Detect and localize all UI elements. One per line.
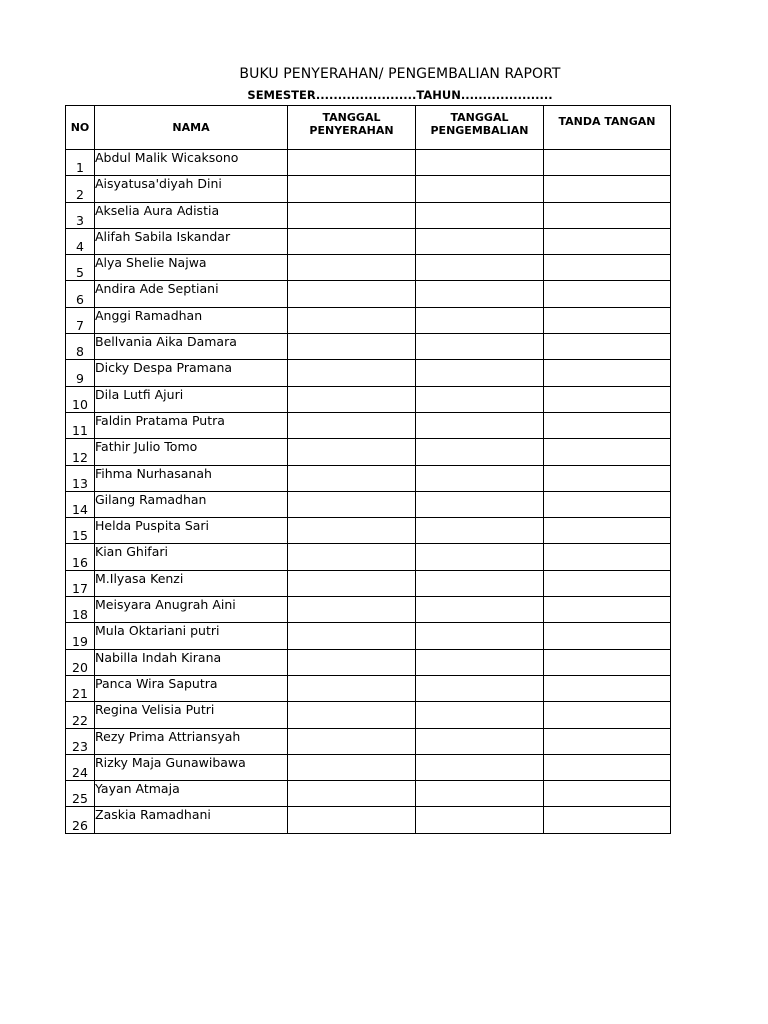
tanda-tangan-cell[interactable] — [544, 544, 671, 570]
row-number: 4 — [66, 228, 95, 254]
row-number: 12 — [66, 439, 95, 465]
tanggal-pengembalian-cell[interactable] — [416, 544, 544, 570]
row-number: 24 — [66, 754, 95, 780]
tanggal-pengembalian-cell[interactable] — [416, 465, 544, 491]
student-name: Alya Shelie Najwa — [95, 255, 288, 281]
row-number: 5 — [66, 255, 95, 281]
student-name: Helda Puspita Sari — [95, 518, 288, 544]
row-number: 7 — [66, 307, 95, 333]
tanggal-pengembalian-cell[interactable] — [416, 307, 544, 333]
table-row — [66, 281, 671, 307]
tanggal-pengembalian-cell[interactable] — [416, 807, 544, 833]
tanggal-pengembalian-cell[interactable] — [416, 623, 544, 649]
row-number: 17 — [66, 570, 95, 596]
table-row — [66, 334, 671, 360]
tanggal-penyerahan-cell[interactable] — [288, 570, 416, 596]
student-name: Fihma Nurhasanah — [95, 465, 288, 491]
row-number: 14 — [66, 491, 95, 517]
row-number: 9 — [66, 360, 95, 386]
tanggal-pengembalian-cell[interactable] — [416, 281, 544, 307]
tanda-tangan-cell[interactable] — [544, 334, 671, 360]
row-number: 1 — [66, 150, 95, 176]
tanggal-penyerahan-cell[interactable] — [288, 754, 416, 780]
student-name: Panca Wira Saputra — [95, 675, 288, 701]
tanggal-penyerahan-cell[interactable] — [288, 675, 416, 701]
table-row — [66, 570, 671, 596]
tanggal-pengembalian-cell[interactable] — [416, 728, 544, 754]
table-body — [66, 150, 671, 834]
tanda-tangan-cell[interactable] — [544, 439, 671, 465]
row-number: 23 — [66, 728, 95, 754]
tanda-tangan-cell[interactable] — [544, 675, 671, 701]
tanggal-penyerahan-cell[interactable] — [288, 491, 416, 517]
tanggal-penyerahan-cell[interactable] — [288, 544, 416, 570]
tanda-tangan-cell[interactable] — [544, 465, 671, 491]
header-tanggal-pengembalian — [416, 106, 544, 150]
table-row — [66, 386, 671, 412]
table-header-row — [66, 106, 671, 150]
student-name: Regina Velisia Putri — [95, 702, 288, 728]
tanggal-penyerahan-cell[interactable] — [288, 702, 416, 728]
student-name: Gilang Ramadhan — [95, 491, 288, 517]
tanggal-penyerahan-cell[interactable] — [288, 334, 416, 360]
tanggal-penyerahan-cell[interactable] — [288, 150, 416, 176]
header-tanggal-penyerahan-line2: PENYERAHAN — [309, 124, 394, 137]
header-tanggal-penyerahan-line1: TANGGAL — [322, 111, 381, 124]
tanggal-penyerahan-cell[interactable] — [288, 781, 416, 807]
student-name: Aisyatusa'diyah Dini — [95, 176, 288, 202]
tanggal-penyerahan-cell[interactable] — [288, 281, 416, 307]
tanggal-penyerahan-cell[interactable] — [288, 412, 416, 438]
tanggal-penyerahan-cell[interactable] — [288, 439, 416, 465]
header-tanggal-penyerahan — [288, 106, 416, 150]
table-row — [66, 307, 671, 333]
tanda-tangan-cell[interactable] — [544, 702, 671, 728]
header-nama: NAMA — [95, 106, 288, 150]
tanda-tangan-cell[interactable] — [544, 491, 671, 517]
row-number: 26 — [66, 807, 95, 833]
student-name: Yayan Atmaja — [95, 781, 288, 807]
document-subtitle: SEMESTER.......................TAHUN..................... — [247, 88, 553, 102]
table-row — [66, 360, 671, 386]
tanggal-pengembalian-cell[interactable] — [416, 781, 544, 807]
tanda-tangan-cell[interactable] — [544, 386, 671, 412]
table-row — [66, 597, 671, 623]
tanda-tangan-cell[interactable] — [544, 570, 671, 596]
tanda-tangan-cell[interactable] — [544, 307, 671, 333]
tanggal-penyerahan-cell[interactable] — [288, 807, 416, 833]
tanda-tangan-cell[interactable] — [544, 623, 671, 649]
tanda-tangan-cell[interactable] — [544, 649, 671, 675]
tanggal-pengembalian-cell[interactable] — [416, 491, 544, 517]
tanggal-pengembalian-cell[interactable] — [416, 150, 544, 176]
tanggal-pengembalian-cell[interactable] — [416, 649, 544, 675]
student-name: Dicky Despa Pramana — [95, 360, 288, 386]
tanggal-penyerahan-cell[interactable] — [288, 202, 416, 228]
student-name: Kian Ghifari — [95, 544, 288, 570]
tanda-tangan-cell[interactable] — [544, 255, 671, 281]
row-number: 15 — [66, 518, 95, 544]
row-number: 6 — [66, 281, 95, 307]
tanggal-pengembalian-cell[interactable] — [416, 439, 544, 465]
tanda-tangan-cell[interactable] — [544, 150, 671, 176]
table-row — [66, 518, 671, 544]
tanggal-penyerahan-cell[interactable] — [288, 386, 416, 412]
table-row — [66, 728, 671, 754]
tanda-tangan-cell[interactable] — [544, 412, 671, 438]
document-title: BUKU PENYERAHAN/ PENGEMBALIAN RAPORT — [239, 66, 561, 82]
table-row — [66, 675, 671, 701]
table-row — [66, 491, 671, 517]
student-name: Bellvania Aika Damara — [95, 334, 288, 360]
tanda-tangan-cell[interactable] — [544, 807, 671, 833]
table-row — [66, 439, 671, 465]
tanggal-pengembalian-cell[interactable] — [416, 176, 544, 202]
table-row — [66, 255, 671, 281]
tanda-tangan-cell[interactable] — [544, 360, 671, 386]
tanda-tangan-cell[interactable] — [544, 176, 671, 202]
student-name: Akselia Aura Adistia — [95, 202, 288, 228]
tanda-tangan-cell[interactable] — [544, 228, 671, 254]
row-number: 22 — [66, 702, 95, 728]
table-row — [66, 228, 671, 254]
tanggal-pengembalian-cell[interactable] — [416, 202, 544, 228]
row-number: 8 — [66, 334, 95, 360]
student-name: Abdul Malik Wicaksono — [95, 150, 288, 176]
tanda-tangan-cell[interactable] — [544, 754, 671, 780]
tanggal-penyerahan-cell[interactable] — [288, 465, 416, 491]
tanggal-penyerahan-cell[interactable] — [288, 728, 416, 754]
table-row — [66, 412, 671, 438]
table-row — [66, 781, 671, 807]
tanggal-pengembalian-cell[interactable] — [416, 412, 544, 438]
table-row — [66, 754, 671, 780]
row-number: 3 — [66, 202, 95, 228]
row-number: 10 — [66, 386, 95, 412]
student-name: Nabilla Indah Kirana — [95, 649, 288, 675]
student-name: Faldin Pratama Putra — [95, 412, 288, 438]
header-tanggal-pengembalian-line1: TANGGAL — [450, 111, 509, 124]
tanggal-pengembalian-cell[interactable] — [416, 675, 544, 701]
row-number: 18 — [66, 597, 95, 623]
tanda-tangan-cell[interactable] — [544, 518, 671, 544]
header-tanggal-pengembalian-line2: PENGEMBALIAN — [430, 124, 529, 137]
tanda-tangan-cell[interactable] — [544, 281, 671, 307]
table-row — [66, 202, 671, 228]
student-name: Anggi Ramadhan — [95, 307, 288, 333]
tanggal-penyerahan-cell[interactable] — [288, 623, 416, 649]
raport-register-table — [65, 105, 671, 834]
table-row — [66, 807, 671, 833]
student-name: Rezy Prima Attriansyah — [95, 728, 288, 754]
student-name: Rizky Maja Gunawibawa — [95, 754, 288, 780]
tanggal-pengembalian-cell[interactable] — [416, 597, 544, 623]
tanggal-penyerahan-cell[interactable] — [288, 649, 416, 675]
tanggal-penyerahan-cell[interactable] — [288, 360, 416, 386]
student-name: Fathir Julio Tomo — [95, 439, 288, 465]
tanggal-penyerahan-cell[interactable] — [288, 307, 416, 333]
row-number: 25 — [66, 781, 95, 807]
row-number: 11 — [66, 412, 95, 438]
tanggal-penyerahan-cell[interactable] — [288, 176, 416, 202]
tanggal-pengembalian-cell[interactable] — [416, 360, 544, 386]
table-row — [66, 176, 671, 202]
student-name: M.Ilyasa Kenzi — [95, 570, 288, 596]
tanda-tangan-cell[interactable] — [544, 781, 671, 807]
student-name: Andira Ade Septiani — [95, 281, 288, 307]
tanggal-pengembalian-cell[interactable] — [416, 570, 544, 596]
row-number: 21 — [66, 675, 95, 701]
tanggal-pengembalian-cell[interactable] — [416, 518, 544, 544]
tanda-tangan-cell[interactable] — [544, 597, 671, 623]
student-name: Alifah Sabila Iskandar — [95, 228, 288, 254]
student-name: Mula Oktariani putri — [95, 623, 288, 649]
row-number: 2 — [66, 176, 95, 202]
row-number: 16 — [66, 544, 95, 570]
table-row — [66, 649, 671, 675]
tanggal-pengembalian-cell[interactable] — [416, 255, 544, 281]
student-name: Meisyara Anugrah Aini — [95, 597, 288, 623]
row-number: 19 — [66, 623, 95, 649]
tanggal-pengembalian-cell[interactable] — [416, 228, 544, 254]
student-name: Dila Lutfi Ajuri — [95, 386, 288, 412]
tanggal-pengembalian-cell[interactable] — [416, 386, 544, 412]
table-row — [66, 623, 671, 649]
student-name: Zaskia Ramadhani — [95, 807, 288, 833]
table-row — [66, 465, 671, 491]
row-number: 20 — [66, 649, 95, 675]
table-row — [66, 702, 671, 728]
tanggal-penyerahan-cell[interactable] — [288, 255, 416, 281]
header-tanda-tangan: TANDA TANGAN — [544, 106, 671, 150]
tanggal-penyerahan-cell[interactable] — [288, 518, 416, 544]
table-row — [66, 544, 671, 570]
tanggal-pengembalian-cell[interactable] — [416, 334, 544, 360]
header-no: NO — [66, 106, 95, 150]
tanggal-pengembalian-cell[interactable] — [416, 754, 544, 780]
tanggal-penyerahan-cell[interactable] — [288, 597, 416, 623]
table-row — [66, 150, 671, 176]
tanda-tangan-cell[interactable] — [544, 202, 671, 228]
tanggal-penyerahan-cell[interactable] — [288, 228, 416, 254]
row-number: 13 — [66, 465, 95, 491]
tanggal-pengembalian-cell[interactable] — [416, 702, 544, 728]
tanda-tangan-cell[interactable] — [544, 728, 671, 754]
